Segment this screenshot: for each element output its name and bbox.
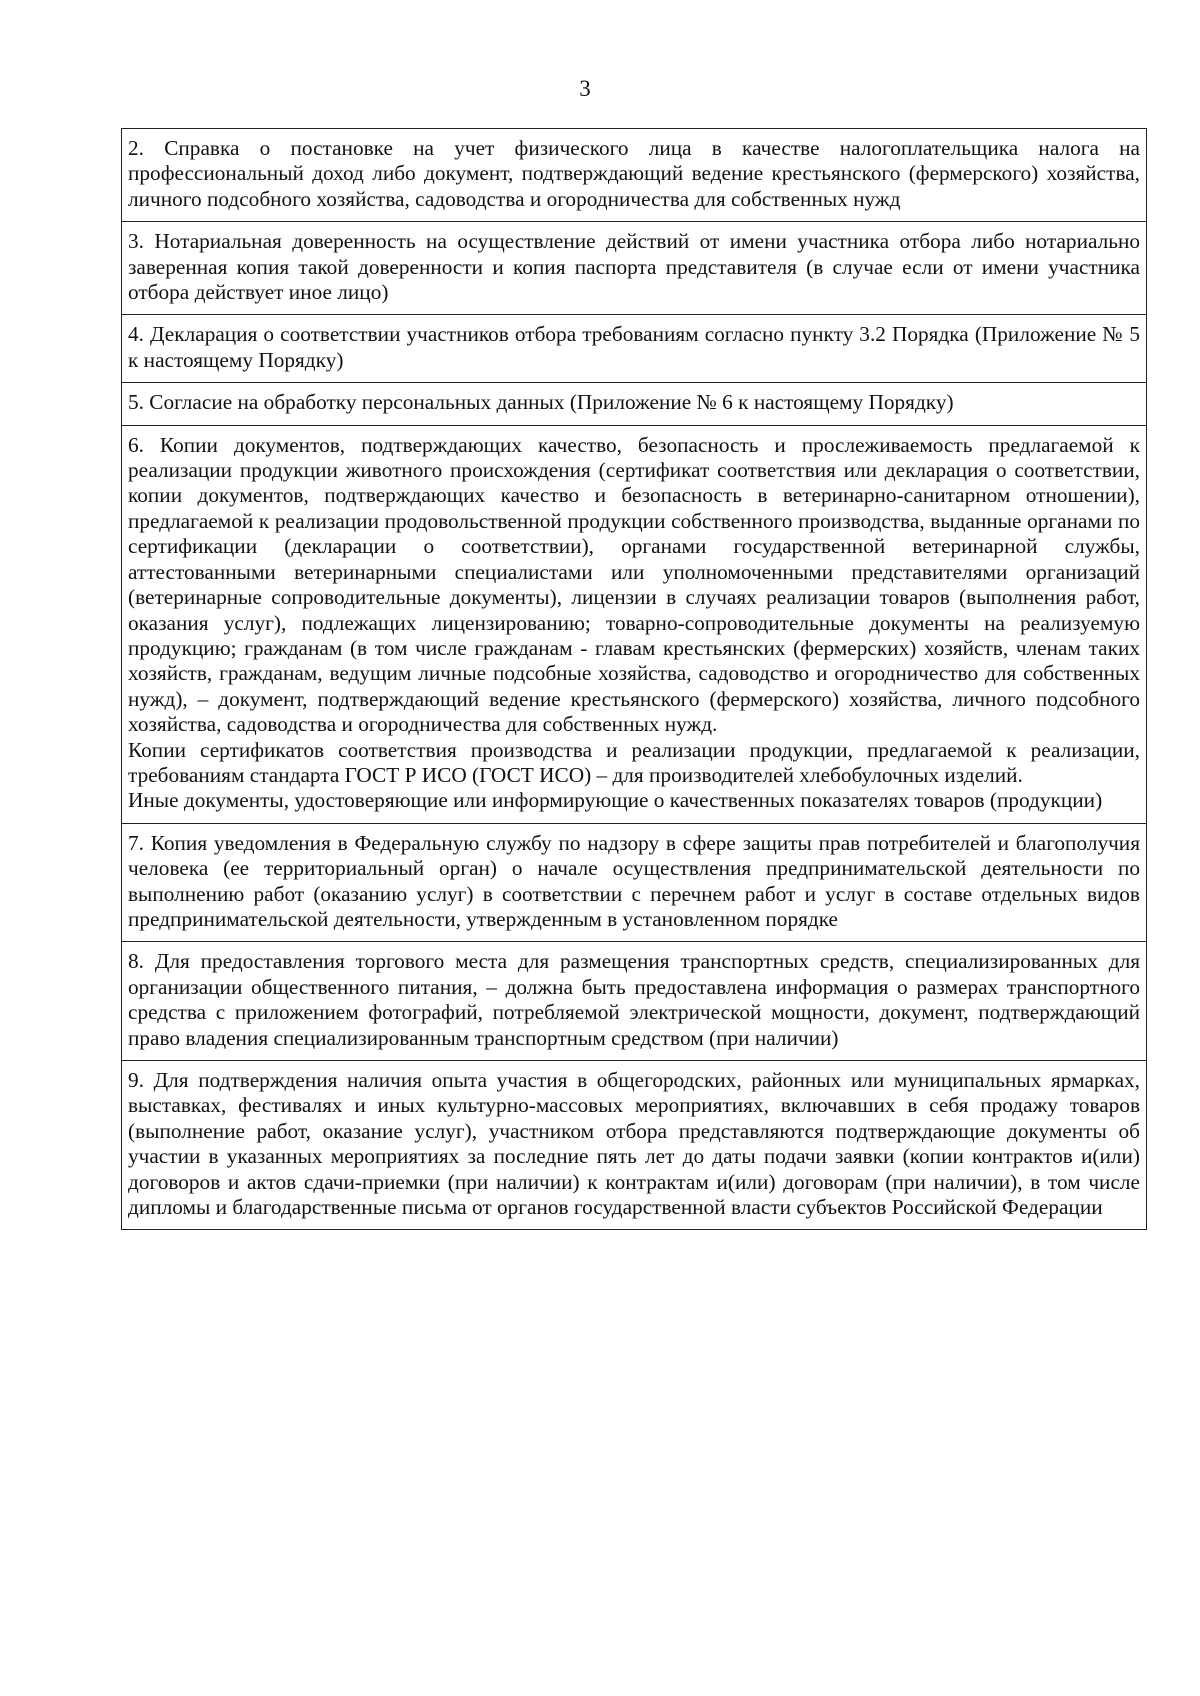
table-row xyxy=(122,129,1147,222)
table-cell xyxy=(122,823,1147,942)
cell-paragraph: 6. Копии документов, подтверждающих качество, безопасность и прослеживаемость предлагаемой к реализации продукции животного происхождения (сертификат соответствия или декларация о соответствии, копии документов, подтверждающих качество и безопасность в ветеринарно-санитарном отношении), предлагаемой к реализации продовольственной продукции собственного производства, выданные органами по сертификации (декларации о соответствии), органами государственной ветеринарной службы, аттестованными ветеринарными специалистами или уполномоченными представителями организаций (ветеринарные сопроводительные документы), лицензии в случаях реализации товаров (выполнения работ, оказания услуг), подлежащих лицензированию; товарно-сопроводительные документы на реализуемую продукцию; гражданам (в том числе гражданам - главам крестьянских (фермерских) хозяйств, членам таких хозяйств, гражданам, ведущим личные подсобные хозяйства, садоводство и огородничество для собственных нужд), – документ, подтверждающий ведение крестьянского (фермерского) хозяйства, личного подсобного хозяйства, садоводства и огородничества для собственных нужд. xyxy=(128,432,1140,737)
cell-paragraph: Копии сертификатов соответствия производства и реализации продукции, предлагаемой к реализации, требованиям стандарта ГОСТ Р ИСО (ГОСТ ИСО) – для производителей хлебобулочных изделий. xyxy=(128,737,1140,787)
cell-paragraph: 4. Декларация о соответствии участников отбора требованиям согласно пункту 3.2 Порядка (Приложение № 5 к настоящему Порядку) xyxy=(128,322,1140,372)
table-row xyxy=(122,942,1147,1061)
table-cell xyxy=(122,129,1147,222)
table-cell xyxy=(122,315,1147,383)
cell-paragraph: Иные документы, удостоверяющие или информирующие о качественных показателях товаров (продукции) xyxy=(128,788,1103,813)
cell-paragraph: 7. Копия уведомления в Федеральную службу по надзору в сфере защиты прав потребителей и благополучия человека (ее территориальный орган) о начале осуществления предпринимательской деятельности по выполнению работ (оказанию услуг) в соответствии с перечнем работ и услуг в составе отдельных видов предпринимательской деятельности, утвержденным в установленном порядке xyxy=(128,830,1140,931)
cell-paragraph: 9. Для подтверждения наличия опыта участия в общегородских, районных или муниципальных ярмарках, выставках, фестивалях и иных культурно-массовых мероприятиях, включавших в себя продажу товаров (выполнение работ, оказание услуг), участником отбора представляются подтверждающие документы об участии в указанных мероприятиях за последние пять лет до даты подачи заявки (копии контрактов и(или) договоров и актов сдачи-приемки (при наличии) к контрактам и(или) договорам (при наличии), в том числе дипломы и благодарственные письма от органов государственной власти субъектов Российской Федерации xyxy=(128,1068,1140,1220)
table-cell xyxy=(122,1061,1147,1230)
table-row xyxy=(122,383,1147,425)
table-cell xyxy=(122,942,1147,1061)
page-number: 3 xyxy=(579,76,591,101)
documents-table xyxy=(121,128,1147,1230)
table-cell xyxy=(122,383,1147,425)
table-row xyxy=(122,823,1147,942)
table-row xyxy=(122,222,1147,315)
cell-paragraph: 5. Согласие на обработку персональных данных (Приложение № 6 к настоящему Порядку) xyxy=(128,390,954,415)
cell-paragraph: 8. Для предоставления торгового места для размещения транспортных средств, специализированных для организации общественного питания, – должна быть предоставлена информация о размерах транспортного средства с приложением фотографий, потребляемой электрической мощности, документ, подтверждающий право владения специализированным транспортным средством (при наличии) xyxy=(128,949,1140,1050)
table-row xyxy=(122,315,1147,383)
table-row xyxy=(122,1061,1147,1230)
table-cell xyxy=(122,425,1147,823)
cell-paragraph: 2. Справка о постановке на учет физического лица в качестве налогоплательщика налога на профессиональный доход либо документ, подтверждающий ведение крестьянского (фермерского) хозяйства, личного подсобного хозяйства, садоводства и огородничества для собственных нужд xyxy=(128,136,1140,211)
table-cell xyxy=(122,222,1147,315)
table-row xyxy=(122,425,1147,823)
cell-paragraph: 3. Нотариальная доверенность на осуществление действий от имени участника отбора либо нотариально заверенная копия такой доверенности и копия паспорта представителя (в случае если от имени участника отбора действует иное лицо) xyxy=(128,229,1140,305)
